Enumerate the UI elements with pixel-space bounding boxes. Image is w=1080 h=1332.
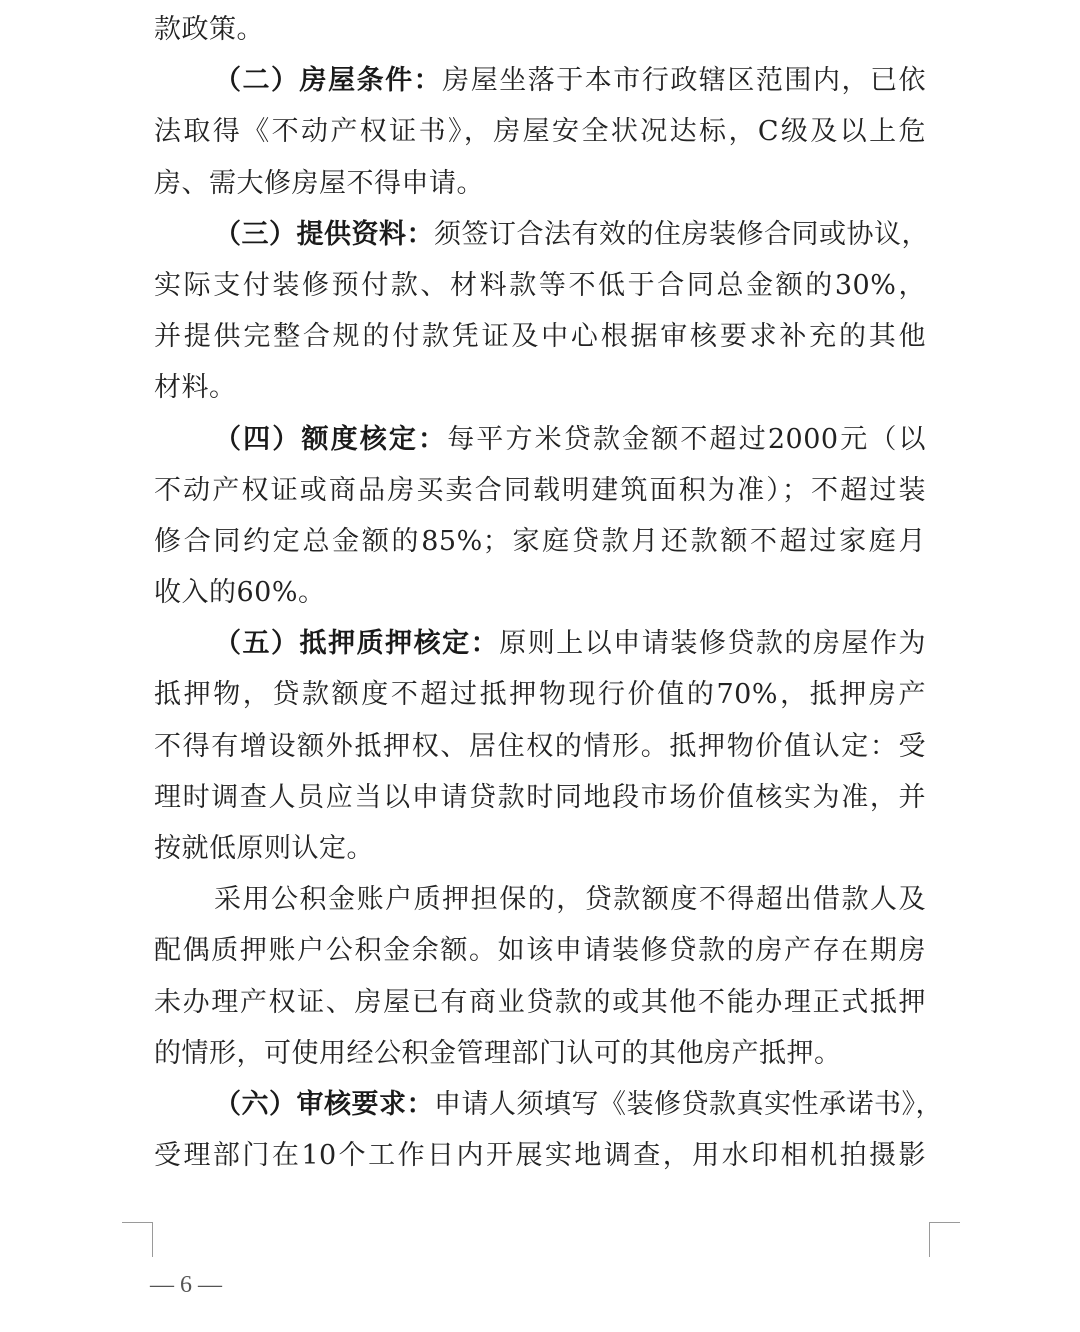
text-line-content: 的情形，可使用经公积金管理部门认可的其他房产抵押。 xyxy=(154,1037,842,1069)
text-line xyxy=(154,158,926,209)
text-line xyxy=(154,4,926,55)
text-line-content: 收入的60%。 xyxy=(154,577,326,609)
text-line xyxy=(154,618,926,669)
text-line xyxy=(154,209,929,260)
text-line-content: 采用公积金账户质押担保的，贷款额度不得超出借款人及 xyxy=(214,884,926,916)
text-line xyxy=(154,465,926,516)
text-line-content: 申请人须填写《装修贷款真实性承诺书》， xyxy=(434,1088,943,1120)
section-heading-5: （五）抵押质押核定： xyxy=(214,628,500,660)
text-line xyxy=(154,1028,926,1079)
text-line-content: 修合同约定总金额的85%；家庭贷款月还款额不超过家庭月 xyxy=(154,525,926,557)
text-line-content: 房、需大修房屋不得申请。 xyxy=(154,167,484,199)
text-line xyxy=(154,977,926,1028)
text-line-content: 不动产权证或商品房买卖合同载明建筑面积为准）；不超过装 xyxy=(154,474,926,506)
text-line-content: 法取得《不动产权证书》，房屋安全状况达标，C级及以上危 xyxy=(154,116,926,148)
section-heading-6: （六）审核要求： xyxy=(214,1088,434,1120)
text-line xyxy=(154,874,926,925)
text-line-content: 抵押物，贷款额度不超过抵押物现行价值的70%，抵押房产 xyxy=(154,679,926,711)
text-line xyxy=(154,516,926,567)
text-line xyxy=(154,772,926,823)
page-number: — 6 — xyxy=(150,1272,222,1298)
text-line xyxy=(154,106,926,157)
text-line-content: 并提供完整合规的付款凭证及中心根据审核要求补充的其他 xyxy=(154,321,926,353)
text-line-content: 款政策。 xyxy=(154,14,264,45)
crop-mark-left xyxy=(122,1222,153,1257)
text-line xyxy=(154,823,926,874)
body-text xyxy=(154,4,943,1181)
text-line-content: 每平方米贷款金额不超过2000元（以 xyxy=(447,423,927,455)
text-line xyxy=(154,311,926,362)
text-line xyxy=(154,414,926,465)
text-line xyxy=(154,362,926,413)
text-line-content: 房屋坐落于本市行政辖区范围内，已依 xyxy=(442,65,927,97)
text-line xyxy=(154,567,926,618)
text-line-content: 未办理产权证、房屋已有商业贷款的或其他不能办理正式抵押 xyxy=(154,986,926,1018)
text-line-content: 材料。 xyxy=(154,372,237,404)
text-line xyxy=(154,1079,943,1130)
crop-mark-right xyxy=(929,1222,960,1257)
text-line xyxy=(154,925,926,976)
text-line-content: 须签订合法有效的住房装修合同或协议， xyxy=(434,218,929,250)
text-line xyxy=(154,669,926,720)
section-heading-2: （二）房屋条件： xyxy=(214,65,443,97)
text-line xyxy=(154,1130,926,1181)
text-line-content: 实际支付装修预付款、材料款等不低于合同总金额的30%， xyxy=(154,269,926,301)
text-line-content: 不得有增设额外抵押权、居住权的情形。抵押物价值认定：受 xyxy=(154,730,926,762)
section-heading-3: （三）提供资料： xyxy=(214,218,434,250)
text-line xyxy=(154,55,926,106)
text-line-content: 理时调查人员应当以申请贷款时同地段市场价值核实为准，并 xyxy=(154,781,926,813)
text-line-content: 原则上以申请装修贷款的房屋作为 xyxy=(499,628,927,660)
text-line-content: 配偶质押账户公积金余额。如该申请装修贷款的房产存在期房 xyxy=(154,935,926,967)
text-line xyxy=(154,260,926,311)
text-line-content: 按就低原则认定。 xyxy=(154,833,374,864)
section-heading-4: （四）额度核定： xyxy=(214,423,448,455)
text-line-content: 受理部门在10个工作日内开展实地调查，用水印相机拍摄影 xyxy=(154,1140,926,1172)
text-line xyxy=(154,721,926,772)
